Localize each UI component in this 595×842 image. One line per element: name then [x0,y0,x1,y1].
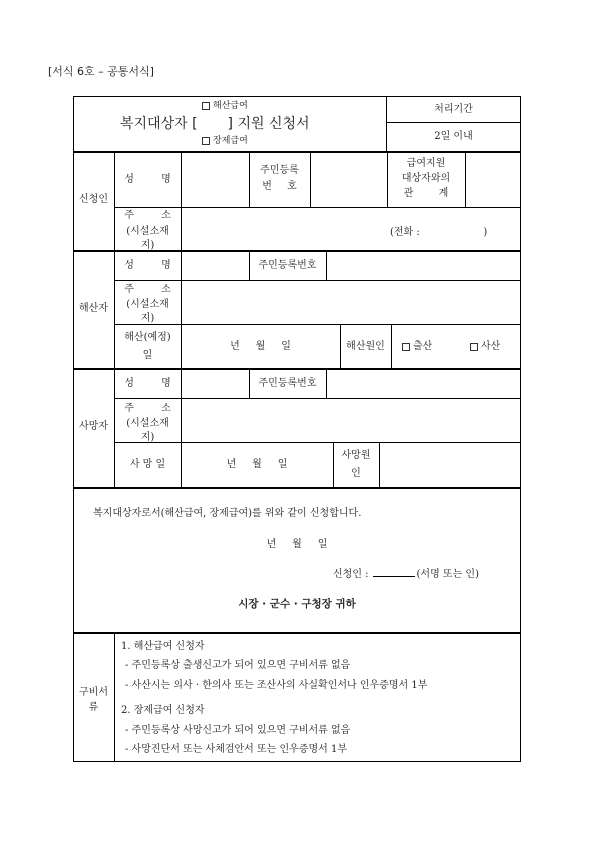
applicant-rrn-field[interactable] [311,153,386,206]
applicant-name-field[interactable] [182,153,248,206]
applicant-grid-line [249,152,250,207]
option-stillbirth[interactable]: 사산 [470,341,500,353]
period-divider [386,122,521,123]
application-statement: 복지대상자로서(해산급여, 장제급여)를 위와 같이 신청합니다. [93,508,362,519]
documents-item1-title: 1. 해산급여 신청자 [121,641,205,652]
applicant-address-label-line2: (시설소재 [126,226,169,237]
applicant-rrn-label-line1: 주민등록 [260,165,299,176]
application-date[interactable]: 년 월 일 [266,539,328,550]
birth-name-field[interactable] [182,252,248,279]
applicant-address-label-line1: 주 소 [124,210,171,221]
death-address-label-line3: 지) [140,432,155,443]
applicant-relation-field[interactable] [466,153,520,206]
checkbox-icon [202,102,210,110]
death-declaration-separator [73,487,521,489]
death-address-label-line2: (시설소재 [126,418,169,429]
birth-rrn-field[interactable] [327,252,520,279]
applicant-address-field[interactable] [182,208,382,249]
death-rrn-field[interactable] [327,370,520,397]
documents-item2-title: 2. 장제급여 신청자 [121,705,205,716]
signature-field[interactable] [373,576,415,577]
death-cause-label-line1: 사망원 [341,450,371,461]
death-cause-field[interactable] [380,443,520,486]
documents-item2-line-b: - 사망진단서 또는 사체검안서 또는 인우증명서 1부 [125,744,348,755]
form-number-label: [서식 6호 – 공통서식] [48,65,154,78]
death-address-label-line1: 주 소 [124,403,171,414]
birth-address-field[interactable] [182,281,520,323]
death-address-field[interactable] [182,399,520,441]
processing-period-label: 처리기간 [434,104,473,115]
birth-date-label-line2: 일 [142,350,153,361]
declaration-docs-separator [73,632,521,634]
processing-period-value: 2일 이내 [434,131,473,142]
death-name-label: 성 명 [124,378,171,389]
form-title: 복지대상자 [ ] 지원 신청서 [120,116,310,132]
applicant-address-label-line3: 지) [140,240,155,251]
death-name-field[interactable] [182,370,248,397]
documents-label-line1: 구비서 [79,687,108,698]
birth-rrn-label: 주민등록번호 [258,260,317,271]
birth-section-label: 해산자 [79,303,108,314]
checkbox-icon [402,343,410,351]
birth-name-label: 성 명 [124,260,171,271]
applicant-name-label: 성 명 [124,174,171,185]
death-rrn-label: 주민등록번호 [258,378,317,389]
applicant-phone-field[interactable]: (전화 : ) [390,227,488,238]
option-funeral-benefit[interactable]: 장제급여 [202,136,248,147]
documents-item2-line-a: - 주민등록상 사망신고가 되어 있으면 구비서류 없음 [125,725,351,736]
signer-line[interactable]: 신청인 : (서명 또는 인) [333,569,479,580]
checkbox-icon [202,137,210,145]
birth-date-field[interactable]: 년 월 일 [230,341,291,352]
birth-address-label-line2: (시설소재 [126,299,169,310]
applicant-rrn-label-line2: 번 호 [262,181,297,192]
death-grid-line [333,442,334,487]
applicant-section-label: 신청인 [79,194,108,205]
documents-label-line2: 류 [88,702,99,713]
birth-address-label-line1: 주 소 [124,284,171,295]
birth-address-label-line3: 지) [140,313,155,324]
applicant-relation-label-line1: 급여지원 [406,158,446,169]
option-birth-benefit[interactable]: 해산급여 [202,101,248,112]
birth-grid-line [391,324,392,368]
documents-item1-line-b: - 사산시는 의사 · 한의사 또는 조산사의 사실확인서나 인우증명서 1부 [125,680,428,691]
applicant-relation-label-line3: 관 계 [403,188,449,199]
birth-date-label-line1: 해산(예정) [124,332,171,343]
documents-item1-line-a: - 주민등록상 출생신고가 되어 있으면 구비서류 없음 [125,660,351,671]
checkbox-icon [470,343,478,351]
option-live-birth[interactable]: 출산 [402,341,432,353]
death-section-label: 사망자 [79,421,108,432]
death-date-label: 사 망 일 [129,459,166,470]
birth-cause-label: 해산원인 [346,341,385,352]
death-date-field[interactable]: 년 월 일 [226,459,288,470]
applicant-relation-label-line2: 대상자와의 [401,173,451,184]
documents-column-divider [114,632,115,762]
death-cause-label-line2: 인 [351,468,361,479]
addressee: 시장 · 군수 · 구청장 귀하 [238,598,356,610]
